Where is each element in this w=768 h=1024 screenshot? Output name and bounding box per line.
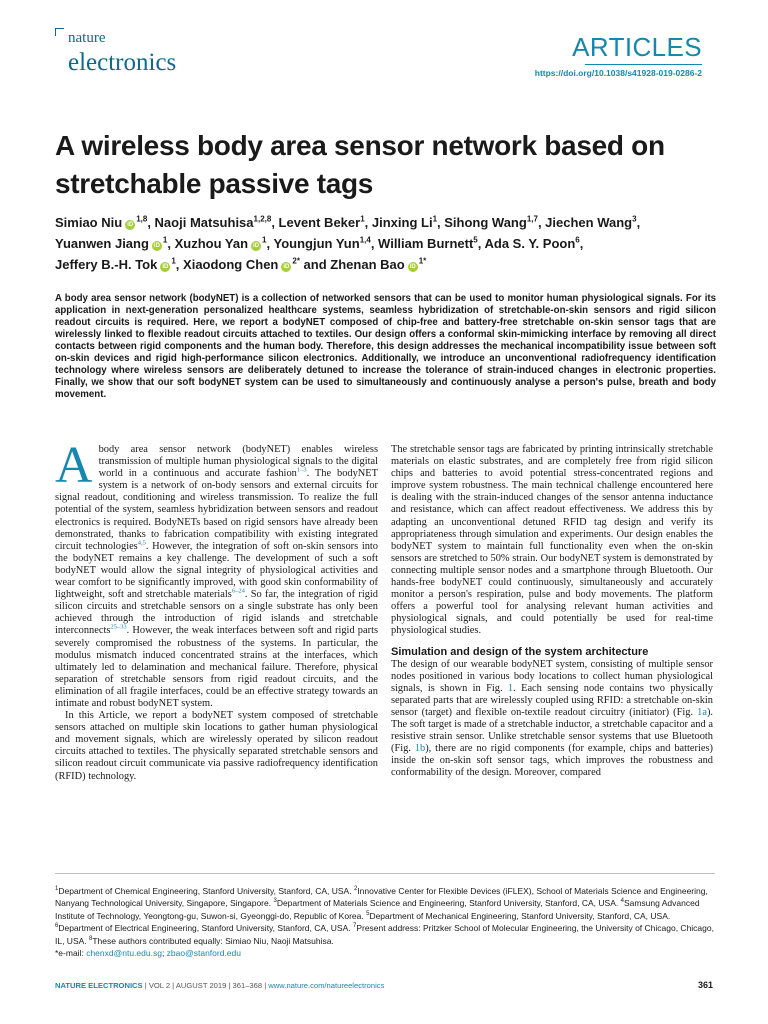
author-separator: , xyxy=(364,215,372,230)
author[interactable] xyxy=(484,236,579,251)
author[interactable] xyxy=(274,236,371,251)
affiliation: Department of Electrical Engineering, Stanford University, Stanford, CA, USA. xyxy=(58,923,353,934)
author-separator: , xyxy=(271,215,279,230)
author-name: Xuzhou Yan xyxy=(174,236,249,251)
section-heading: Simulation and design of the system architecture xyxy=(391,645,649,658)
author-name: Jiechen Wang xyxy=(545,215,633,230)
orcid-icon[interactable]: iD xyxy=(127,222,134,228)
orcid-icon[interactable]: iD xyxy=(409,264,416,270)
affiliation-number: 2 xyxy=(353,886,358,893)
author-separator: , xyxy=(477,236,485,251)
author-name: William Burnett xyxy=(378,236,474,251)
affiliation: Present address: Pritzker School of Molecular Engineering, the University of Chicago, Chicago, IL, USA. xyxy=(55,923,714,946)
logo-bracket xyxy=(55,28,64,36)
author-separator: , xyxy=(175,257,184,272)
author[interactable] xyxy=(372,215,437,230)
footnote-rule xyxy=(55,873,715,874)
section-label: ARTICLES xyxy=(572,32,702,62)
article-title: A wireless body area sensor network based on stretchable passive tags xyxy=(55,130,665,199)
author-name: Sihong Wang xyxy=(444,215,527,230)
paragraph: In this Article, we report a bodyNET system composed of stretchable sensors attached on multiple skin locations to gather human physiological and movement signals, which are wirelessly operated by silicon readout circuits attached to textiles. The physically separated stretchable sensors and silicon readout circuit communicate via passive radiofrequency identification (RFID) technology. xyxy=(55,710,378,782)
author[interactable] xyxy=(55,215,147,230)
author[interactable] xyxy=(330,257,426,272)
author[interactable] xyxy=(444,215,538,230)
email-link[interactable]: zbao@stanford.edu xyxy=(166,948,241,959)
text-run: . However, the weak interfaces between soft and rigid parts severely compromised the robustness of the systems. In particular, the modulus mismatch induced concentrated strains at the interfaces, which ultimately led to delamination and mechanical failure. Therefore, physical separation of stretchable sensors from rigid readout circuits, and the elimination of all fragile interfaces, could be an effective strategy towards an intimate and robust bodyNET system. xyxy=(55,625,378,709)
orcid-icon[interactable]: iD xyxy=(283,264,290,270)
paragraph: The stretchable sensor tags are fabricated by printing intrinsically stretchable materials on elastic substrates, and are completely free from rigid silicon chips and batteries to avoid potential stress-concentrated regions and improve system robustness. The main technical challenge encountered here is dealing with the strain-induced changes of the sensor antenna inductance and resistance, which can affect readout effectiveness. We address this by adapting an unconventional detuned RFID tag design and verify its appropriateness through simulation and experiments. Our design enables the bodyNET system to maintain full functionality even when the on-skin sensors are stretched to 50% strain. Our bodyNET system is demonstrated by connecting multiple sensor nodes and a smartphone through Bluetooth. Our hands-free bodyNET could continuously, simultaneously and accurately monitor a person's respiration, pulse and body movements. The platform offers a powerful tool for analysing relevant human activities and physiological signals, and could potentially be used for real-time physiological studies. xyxy=(391,444,713,637)
author-affiliation-marker: 1 xyxy=(360,214,365,224)
journal-logo xyxy=(55,28,195,83)
author-name: Levent Beker xyxy=(278,215,361,230)
affiliation-number: 4 xyxy=(620,898,624,905)
author-affiliation-marker: 1* xyxy=(418,256,427,266)
author-affiliation-marker: 1,2,8 xyxy=(253,214,272,224)
author-separator: , xyxy=(266,236,274,251)
text-run: ), there are no rigid components (for example, chips and batteries) inside the on-skin soft sensor tags, which improves the robustness and conformability of the design. Moreover, compared xyxy=(391,743,713,779)
text-run: . However, the integration of soft on-skin sensors into the bodyNET remains a key challenge. The development of such a soft bodyNET would allow the signal integrity of physiological activities and wear comfort to be significantly improved, with good skin conformability of lightweight, soft and stretchable materials xyxy=(55,540,378,601)
text-run: . So far, the integration of rigid silicon circuits and stretchable sensors on a single substrate has only been achieved through the introduction of rigid islands and stretchable interconnects xyxy=(55,589,379,637)
author[interactable] xyxy=(155,215,272,230)
author-name: Yuanwen Jiang xyxy=(55,236,149,251)
paragraph xyxy=(391,659,713,780)
author-affiliation-marker: 5 xyxy=(473,235,478,245)
page-number: 361 xyxy=(697,980,713,990)
orcid-icon[interactable]: iD xyxy=(253,243,260,249)
affiliation: Samsung Advanced Institute of Technology, Yeongtong-gu, Suwon-si, Gyeonggi-do, Republic of Korea. xyxy=(55,898,700,921)
email-link[interactable]: chenxd@ntu.edu.sg xyxy=(86,948,162,959)
author-name: Youngjun Yun xyxy=(273,236,360,251)
reference-link[interactable]: 1–3 xyxy=(296,466,307,474)
footer-url[interactable]: www.nature.com/natureelectronics xyxy=(268,981,385,990)
author-affiliation-marker: 1 xyxy=(171,256,176,266)
affiliation: Department of Mechanical Engineering, Stanford University, Stanford, CA, USA. xyxy=(369,910,671,921)
email-label: *e-mail: xyxy=(55,948,87,959)
author-name: Ada S. Y. Poon xyxy=(484,236,576,251)
author-affiliation-marker: 1 xyxy=(262,235,267,245)
author-separator: , xyxy=(167,236,175,251)
text-run: body area sensor network (bodyNET) enables wireless transmission of multiple human physiological signals to the digital world in a continuous and accurate fashion xyxy=(98,444,378,480)
author-separator: , xyxy=(636,215,641,230)
footer-info xyxy=(55,981,384,990)
footer-journal: NATURE ELECTRONICS xyxy=(55,981,143,990)
affiliation: Innovative Center for Flexible Devices (iFLEX), School of Materials Science and Engineering, Nanyang Technological University, Singapore, Singapore. xyxy=(55,886,708,909)
affiliation: Department of Chemical Engineering, Stanford University, Stanford, CA, USA. xyxy=(58,886,354,896)
affiliation-number: 6 xyxy=(55,923,59,930)
text-run: ). The soft target is made of a stretchable inductor, a stretchable capacitor and a resistive strain sensor. Unlike stretchable sensor systems that use Bluetooth (Fig. xyxy=(391,706,713,755)
author-separator: , xyxy=(537,215,546,230)
header-rule xyxy=(585,64,702,65)
affiliation-number: 1 xyxy=(55,886,59,893)
figure-link[interactable]: 1 xyxy=(507,682,514,694)
author[interactable] xyxy=(183,257,300,272)
author-separator: , xyxy=(437,215,445,230)
author-name: Simiao Niu xyxy=(55,215,123,230)
body-column-left xyxy=(55,437,379,783)
doi-link[interactable]: https://doi.org/10.1038/s41928-019-0286-2 xyxy=(534,68,702,78)
author-separator: , xyxy=(370,236,379,251)
orcid-icon[interactable]: iD xyxy=(153,243,160,249)
author-separator: , xyxy=(147,215,155,230)
author-affiliation-marker: 1,7 xyxy=(526,214,538,224)
journal-name-large: electronics xyxy=(68,49,177,76)
author-separator: and xyxy=(299,257,331,272)
author[interactable] xyxy=(175,236,267,251)
drop-cap: A xyxy=(55,437,93,494)
affiliation-number: 7 xyxy=(352,923,357,930)
abstract: A body area sensor network (bodyNET) is a collection of networked sensors that can be used to monitor human physiological signals. For its application in next-generation personalized healthcare systems, seamless hybridization of stretchable-on-skin sensors and rigid silicon readout circuits is required. Here, we report a bodyNET composed of chip-free and battery-free stretchable on-skin sensor tags that are wirelessly linked to flexible readout circuits attached to textiles. Our design offers a conformal skin-mimicking interface by removing all direct contacts between rigid components and the human body. Therefore, this design addresses the mechanical incompatibility issue between soft on-skin devices and rigid high-performance silicon electronics. Additionally, we introduce an unconventional radiofrequency identification technology where wireless sensors are deliberately detuned to increase the tolerance of strain-induced changes in electronic properties. Finally, we show that our soft bodyNET system can be used to simultaneously and continuously analyse a person's pulse, breath and body movement. xyxy=(55,293,716,400)
figure-link[interactable]: 1a xyxy=(697,706,707,718)
affiliation-number: 3 xyxy=(273,898,277,905)
author-affiliation-marker: 1,4 xyxy=(359,235,371,245)
reference-link[interactable]: 6–24 xyxy=(231,587,245,595)
paragraph xyxy=(55,437,379,710)
affiliations xyxy=(55,885,716,959)
affiliation: Department of Materials Science and Engineering, Stanford University, Stanford, CA, USA. xyxy=(276,898,621,909)
author[interactable] xyxy=(279,215,365,230)
text-run: The design of our wearable bodyNET system, consisting of multiple sensor nodes positioned in various body locations to collect human physiological signals, is shown in Fig. xyxy=(391,658,713,694)
figure-link[interactable]: 1b xyxy=(414,743,426,755)
affiliation-number: 8 xyxy=(89,935,93,942)
author-affiliation-marker: 6 xyxy=(575,235,580,245)
journal-name-small: nature xyxy=(68,30,106,46)
affiliation: These authors contributed equally: Simiao Niu, Naoji Matsuhisa. xyxy=(92,935,334,946)
author-affiliation-marker: 1 xyxy=(162,235,168,245)
author[interactable] xyxy=(55,257,176,272)
author-affiliation-marker: 2* xyxy=(292,256,300,266)
reference-link[interactable]: 4,5 xyxy=(137,539,146,547)
author-name: Jeffery B.-H. Tok xyxy=(55,257,158,272)
author-affiliation-marker: 3 xyxy=(632,214,637,224)
body-column-right xyxy=(391,444,713,779)
author-name: Xiaodong Chen xyxy=(183,257,279,272)
author[interactable] xyxy=(378,236,478,251)
author[interactable] xyxy=(545,215,636,230)
footer-issue: | VOL 2 | AUGUST 2019 | 361–368 | xyxy=(142,981,269,990)
author-affiliation-marker: 1 xyxy=(432,214,438,224)
affiliation-number: 5 xyxy=(366,910,370,917)
author[interactable] xyxy=(55,236,167,251)
author-list xyxy=(55,212,705,275)
email-separator: ; xyxy=(161,948,167,959)
author-name: Zhenan Bao xyxy=(330,257,405,272)
text-run: . Each sensing node contains two physically separated parts that are wirelessly coupled using RFID: a stretchable on-skin sensor (target) and flexible on-textile readout circuitry (initiator) (Fig. xyxy=(391,682,713,718)
text-run: . The bodyNET system is a network of on-body sensors and external circuits for signal readout, conditioning and wireless transmission. To realize the full potential of the system, seamless hybridization between sensors and readout electronics is required. BodyNETs based on rigid sensors have already been demonstrated, thanks to fabrication compatibility with existing integrated circuit technologies xyxy=(55,468,378,552)
orcid-icon[interactable]: iD xyxy=(162,264,169,270)
reference-link[interactable]: 25–33 xyxy=(110,623,127,631)
author-separator: , xyxy=(579,236,584,251)
author-name: Naoji Matsuhisa xyxy=(154,215,254,230)
author-affiliation-marker: 1,8 xyxy=(136,214,148,224)
author-name: Jinxing Li xyxy=(371,215,433,230)
